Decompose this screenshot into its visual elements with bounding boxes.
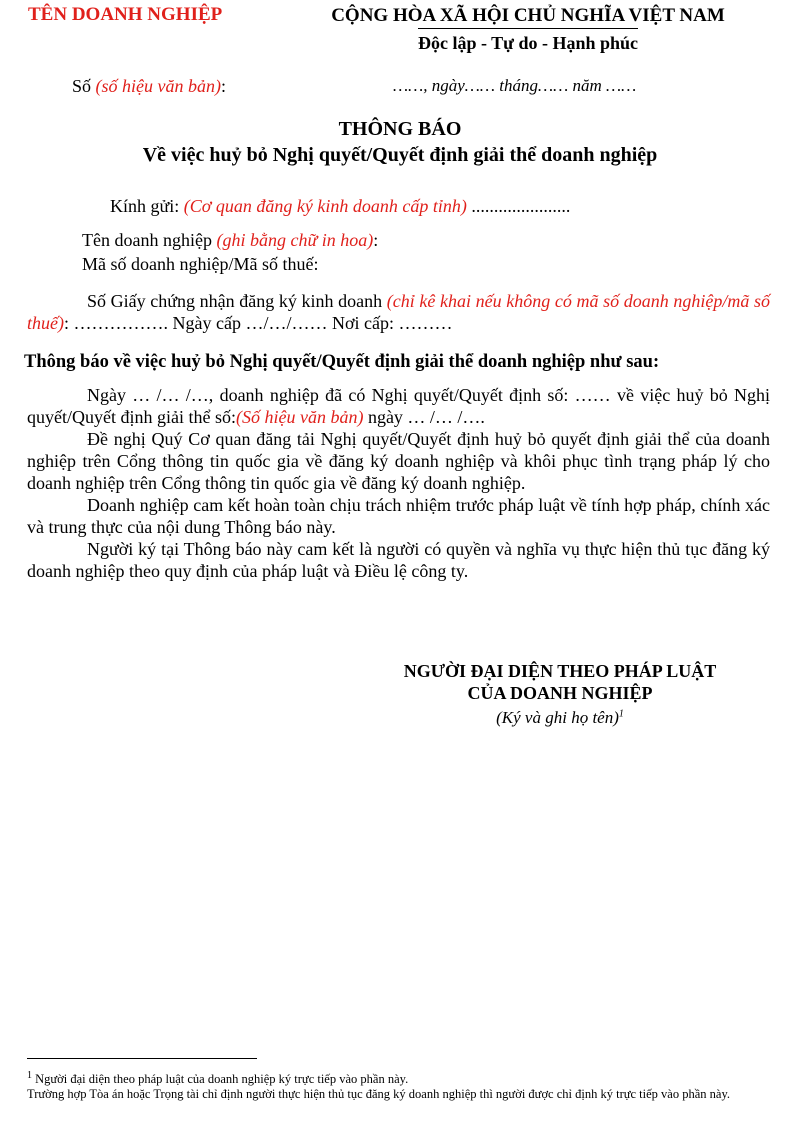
- document-subtitle: Về việc huỷ bỏ Nghị quyết/Quyết định giải thể doanh nghiệp: [142, 144, 658, 166]
- recipient-dots: ......................: [466, 196, 571, 216]
- resolution-number-hint: (Số hiệu văn bản): [235, 407, 364, 427]
- notice-paragraph-3: Doanh nghiệp cam kết hoàn toàn chịu trách nhiệm trước pháp luật về tính hợp pháp, chính xác và trung thực của nội dung Thông báo này.: [27, 495, 770, 537]
- notice-paragraph-4: Người ký tại Thông báo này cam kết là người có quyền và nghĩa vụ thực hiện thủ tục đăng ký doanh nghiệp theo quy định của pháp luật và Điều lệ công ty.: [27, 539, 770, 581]
- company-name-placeholder: TÊN DOANH NGHIỆP: [28, 4, 223, 25]
- document-number-colon: :: [221, 76, 227, 96]
- certificate-field: [27, 290, 770, 334]
- recipient-hint: (Cơ quan đăng ký kinh doanh cấp tỉnh): [183, 196, 467, 216]
- signature-block-title: [340, 660, 780, 704]
- national-header: [268, 4, 788, 56]
- republic-title: CỘNG HÒA XÃ HỘI CHỦ NGHĨA VIỆT NAM: [331, 5, 725, 26]
- notice-paragraph-1: Ngày … /… /…, doanh nghiệp đã có Nghị quyết/Quyết định số: …… về việc huỷ bỏ Nghị quyết/Quyết định giải thể số:(Số hiệu văn bản) ngày … /… /….: [27, 385, 770, 427]
- notice-body: [27, 384, 770, 582]
- certificate-details: : ……………. Ngày cấp …/…/…… Nơi cấp: ………: [63, 313, 453, 333]
- notice-paragraph-2: Đề nghị Quý Cơ quan đăng tải Nghị quyết/Quyết định huỷ bỏ quyết định giải thể của doanh nghiệp trên Cổng thông tin quốc gia về đăng ký doanh nghiệp và khôi phục tình trạng pháp lý cho doanh nghiệp trên Cổng thông tin quốc gia về đăng ký doanh nghiệp.: [27, 429, 770, 493]
- footnote-1-continued: Trường hợp Tòa án hoặc Trọng tài chỉ định người thực hiện thủ tục đăng ký doanh nghiệp thì người được chỉ định ký trực tiếp vào phần này.: [27, 1087, 731, 1102]
- national-motto: Độc lập - Tự do - Hạnh phúc: [418, 28, 638, 55]
- signature-note: (Ký và ghi họ tên)$^1$: [496, 708, 624, 727]
- recipient-line: [110, 196, 570, 217]
- certificate-label: Số Giấy chứng nhận đăng ký kinh doanh: [87, 291, 387, 311]
- document-number-hint: (số hiệu văn bản): [95, 76, 221, 96]
- footnote-1: $^1$ Người đại diện theo pháp luật của doanh nghiệp ký trực tiếp vào phần này.: [27, 1070, 409, 1087]
- company-name-colon: :: [373, 230, 379, 250]
- tax-code-field: Mã số doanh nghiệp/Mã số thuế:: [82, 254, 319, 274]
- signature-title-line-2: CỦA DOANH NGHIỆP: [467, 683, 653, 703]
- signature-title-line-1: NGƯỜI ĐẠI DIỆN THEO PHÁP LUẬT: [403, 661, 717, 681]
- notice-heading: Thông báo về việc huỷ bỏ Nghị quyết/Quyết định giải thể doanh nghiệp như sau:: [24, 352, 660, 372]
- certificate-hint: (chỉ kê khai nếu không có mã số doanh nghiệp/mã số thuế): [27, 291, 770, 333]
- footnote-divider: [27, 1058, 257, 1059]
- footnotes: [27, 1068, 777, 1102]
- date-line: ……, ngày…… tháng…… năm ……: [393, 76, 637, 95]
- company-name-field: [82, 230, 378, 251]
- company-name-hint: (ghi bằng chữ in hoa): [216, 230, 374, 250]
- footnote-reference: 1: [618, 708, 624, 720]
- recipient-label: Kính gửi:: [110, 196, 184, 216]
- document-number-line: [72, 76, 226, 97]
- company-name-label: Tên doanh nghiệp: [82, 230, 217, 250]
- document-title: THÔNG BÁO: [338, 118, 462, 140]
- document-number-label: Số: [72, 76, 96, 96]
